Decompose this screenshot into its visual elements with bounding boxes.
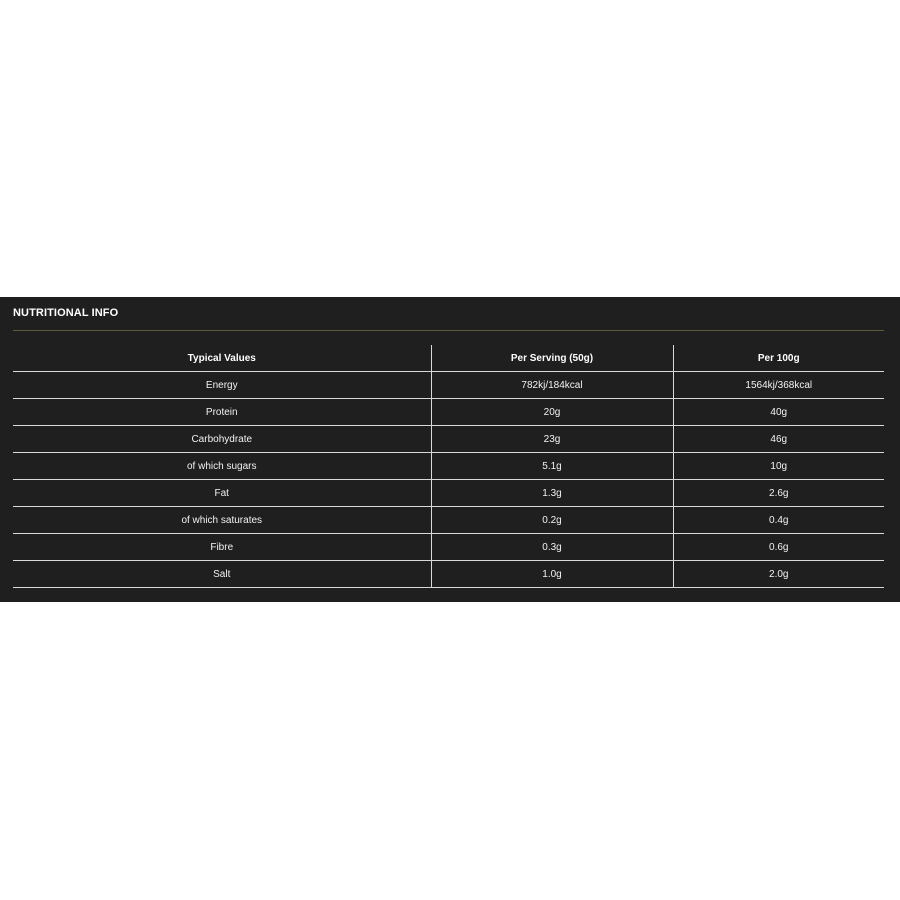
nutrient-name: Fibre (13, 534, 431, 561)
per-100g-value: 2.0g (673, 561, 884, 588)
per-serving-value: 1.0g (431, 561, 673, 588)
nutrient-name: Protein (13, 399, 431, 426)
column-header-per-100g: Per 100g (673, 345, 884, 372)
title-divider (13, 330, 884, 331)
table-row (13, 426, 884, 453)
per-100g-value: 40g (673, 399, 884, 426)
per-serving-value: 20g (431, 399, 673, 426)
table-row (13, 453, 884, 480)
nutrient-name: Salt (13, 561, 431, 588)
nutrition-table (13, 345, 884, 588)
per-serving-value: 782kj/184kcal (431, 372, 673, 399)
per-100g-value: 2.6g (673, 480, 884, 507)
per-100g-value: 1564kj/368kcal (673, 372, 884, 399)
per-serving-value: 0.3g (431, 534, 673, 561)
table-row (13, 507, 884, 534)
table-header (13, 345, 884, 372)
nutrient-name: of which saturates (13, 507, 431, 534)
per-serving-value: 0.2g (431, 507, 673, 534)
table-row (13, 480, 884, 507)
nutritional-info-panel (0, 297, 900, 602)
per-serving-value: 1.3g (431, 480, 673, 507)
table-row (13, 399, 884, 426)
table-row (13, 534, 884, 561)
column-header-per-serving: Per Serving (50g) (431, 345, 673, 372)
table-body (13, 372, 884, 588)
nutrient-name: of which sugars (13, 453, 431, 480)
per-serving-value: 23g (431, 426, 673, 453)
nutrient-name: Carbohydrate (13, 426, 431, 453)
per-serving-value: 5.1g (431, 453, 673, 480)
per-100g-value: 10g (673, 453, 884, 480)
table-header-row (13, 345, 884, 372)
per-100g-value: 0.6g (673, 534, 884, 561)
panel-title: NUTRITIONAL INFO (13, 307, 119, 319)
table-row (13, 372, 884, 399)
per-100g-value: 46g (673, 426, 884, 453)
table-row (13, 561, 884, 588)
column-header-typical-values: Typical Values (13, 345, 431, 372)
nutrient-name: Energy (13, 372, 431, 399)
nutrient-name: Fat (13, 480, 431, 507)
per-100g-value: 0.4g (673, 507, 884, 534)
